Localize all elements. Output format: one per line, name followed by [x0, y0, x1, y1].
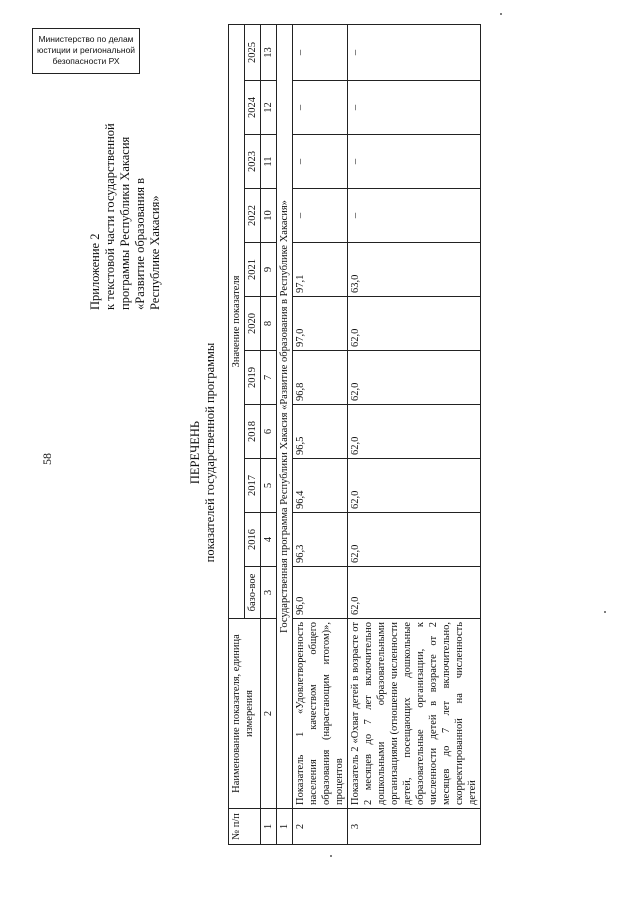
- header-col: 2022: [245, 189, 261, 243]
- header-col: 2019: [245, 351, 261, 405]
- column-numbering-row: [261, 24, 277, 844]
- value-cell: 96,0: [293, 567, 348, 619]
- header-col: 2017: [245, 459, 261, 513]
- document-title: ПЕРЕЧЕНЬ: [188, 420, 202, 485]
- column-number: 5: [261, 459, 277, 513]
- column-number: 4: [261, 513, 277, 567]
- indicators-table: [228, 24, 481, 845]
- value-cell: –: [293, 24, 348, 80]
- document-subtitle: показателей государственной программы: [203, 342, 217, 563]
- column-number: 11: [261, 135, 277, 189]
- value-cell: –: [348, 189, 481, 243]
- value-cell: –: [293, 189, 348, 243]
- value-cell: 97,1: [293, 243, 348, 297]
- header-col: 2025: [245, 24, 261, 80]
- value-cell: 97,0: [293, 297, 348, 351]
- scan-speck: [500, 13, 502, 15]
- program-row-num: 1: [277, 809, 293, 845]
- appendix-line: Приложение 2: [88, 233, 102, 310]
- header-col: 2018: [245, 405, 261, 459]
- header-values-group: Значение показателя: [229, 24, 245, 618]
- value-cell: –: [348, 135, 481, 189]
- registration-stamp: [32, 28, 140, 74]
- column-number: 6: [261, 405, 277, 459]
- value-cell: 96,3: [293, 513, 348, 567]
- header-col: 2021: [245, 243, 261, 297]
- appendix-line: программы Республики Хакасия: [118, 136, 132, 310]
- column-number: 10: [261, 189, 277, 243]
- page-number: 58: [40, 453, 54, 465]
- value-cell: 96,5: [293, 405, 348, 459]
- stamp-line: Министерство по делам: [38, 34, 134, 44]
- value-cell: 62,0: [348, 567, 481, 619]
- header-col: 2023: [245, 135, 261, 189]
- value-cell: 62,0: [348, 459, 481, 513]
- column-number: 2: [261, 619, 277, 809]
- value-cell: 96,8: [293, 351, 348, 405]
- column-number: 7: [261, 351, 277, 405]
- header-name: Наименование показателя, единица измерения: [229, 619, 261, 809]
- header-col: 2020: [245, 297, 261, 351]
- column-number: 13: [261, 24, 277, 80]
- header-col: 2024: [245, 81, 261, 135]
- table-row: [293, 24, 348, 844]
- scan-speck: [330, 855, 332, 857]
- stamp-line: юстиции и региональной: [36, 45, 136, 55]
- value-cell: 63,0: [348, 243, 481, 297]
- program-row: [277, 24, 293, 844]
- value-cell: 62,0: [348, 297, 481, 351]
- column-number: 12: [261, 81, 277, 135]
- appendix-line: Республике Хакасия»: [148, 195, 162, 310]
- header-num: № п/п: [229, 809, 261, 845]
- row-num: 3: [348, 809, 481, 845]
- column-number: 8: [261, 297, 277, 351]
- column-number: 3: [261, 567, 277, 619]
- program-row-title: Государственная программа Республики Хакасия «Развитие образования в Республике Хакасия»: [277, 24, 293, 808]
- value-cell: –: [348, 24, 481, 80]
- table-header-row: [229, 24, 245, 844]
- indicator-name: Показатель 1 «Удовлетворенность населения качеством общего образования (нарастающим итогом)», процентов: [293, 619, 348, 809]
- column-number: 1: [261, 809, 277, 845]
- value-cell: 62,0: [348, 405, 481, 459]
- stamp-line: безопасности РХ: [52, 56, 120, 66]
- scan-speck: [604, 611, 606, 613]
- value-cell: –: [293, 135, 348, 189]
- appendix-line: к текстовой части государственной: [103, 123, 117, 310]
- indicator-name: Показатель 2 «Охват детей в возрасте от 2 месяцев до 7 лет включительно дошкольными образовательными организациями (отношение численности детей, посещающих дошкольные образовательные организации, к численности детей в возрасте от 2 месяцев до 7 лет включительно, скорректированной на численность детей: [348, 619, 481, 809]
- value-cell: –: [348, 81, 481, 135]
- header-col: базо-вое: [245, 567, 261, 619]
- table-row: [348, 24, 481, 844]
- column-number: 9: [261, 243, 277, 297]
- value-cell: –: [293, 81, 348, 135]
- appendix-line: «Развитие образования в: [133, 177, 147, 310]
- value-cell: 96,4: [293, 459, 348, 513]
- value-cell: 62,0: [348, 513, 481, 567]
- value-cell: 62,0: [348, 351, 481, 405]
- header-col: 2016: [245, 513, 261, 567]
- row-num: 2: [293, 809, 348, 845]
